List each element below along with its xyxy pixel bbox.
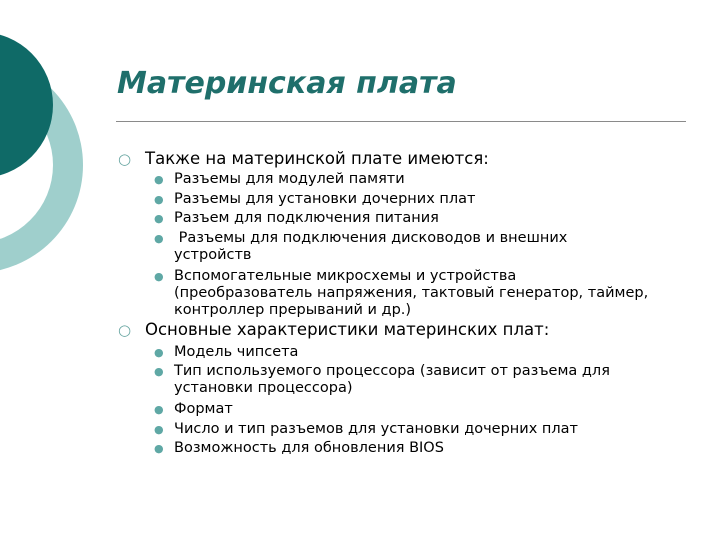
bullet-icon: ● (154, 193, 164, 206)
list-item: ● Разъемы для установки дочерних плат (154, 191, 476, 207)
list-item: ● Разъемы для подключения дисководов и внешних устройств (154, 230, 572, 263)
bullet-icon: ● (154, 212, 164, 225)
list-item: ● Формат (154, 401, 233, 417)
bullet-icon: ● (154, 270, 164, 283)
bullet-icon: ● (154, 173, 164, 186)
list-item: ● Разъем для подключения питания (154, 210, 439, 226)
list-item: ● Разъемы для модулей памяти (154, 171, 405, 187)
list-item: ● Модель чипсета (154, 344, 299, 360)
bullet-icon: ● (154, 423, 164, 436)
decorative-circles (0, 0, 120, 300)
bullet-icon: ● (154, 346, 164, 359)
list-item: ● Вспомогательные микросхемы и устройства (преобразователь напряжения, тактовый генератор, таймер, контроллер прерываний и др.) (154, 268, 649, 318)
bullet-icon: ● (154, 365, 164, 378)
bullet-icon: ● (154, 403, 164, 416)
bullet-icon: ● (154, 232, 164, 245)
list-item: ● Возможность для обновления BIOS (154, 440, 444, 456)
ring-bullet-icon: ○ (118, 321, 132, 339)
bullet-icon: ● (154, 442, 164, 455)
list-item: ● Число и тип разъемов для установки дочерних плат (154, 421, 578, 437)
title-divider (116, 121, 686, 122)
list-item: ● Тип используемого процессора (зависит от разъема для установки процессора) (154, 363, 610, 396)
ring-bullet-icon: ○ (118, 150, 132, 168)
page-title: Материнская плата (117, 66, 457, 101)
